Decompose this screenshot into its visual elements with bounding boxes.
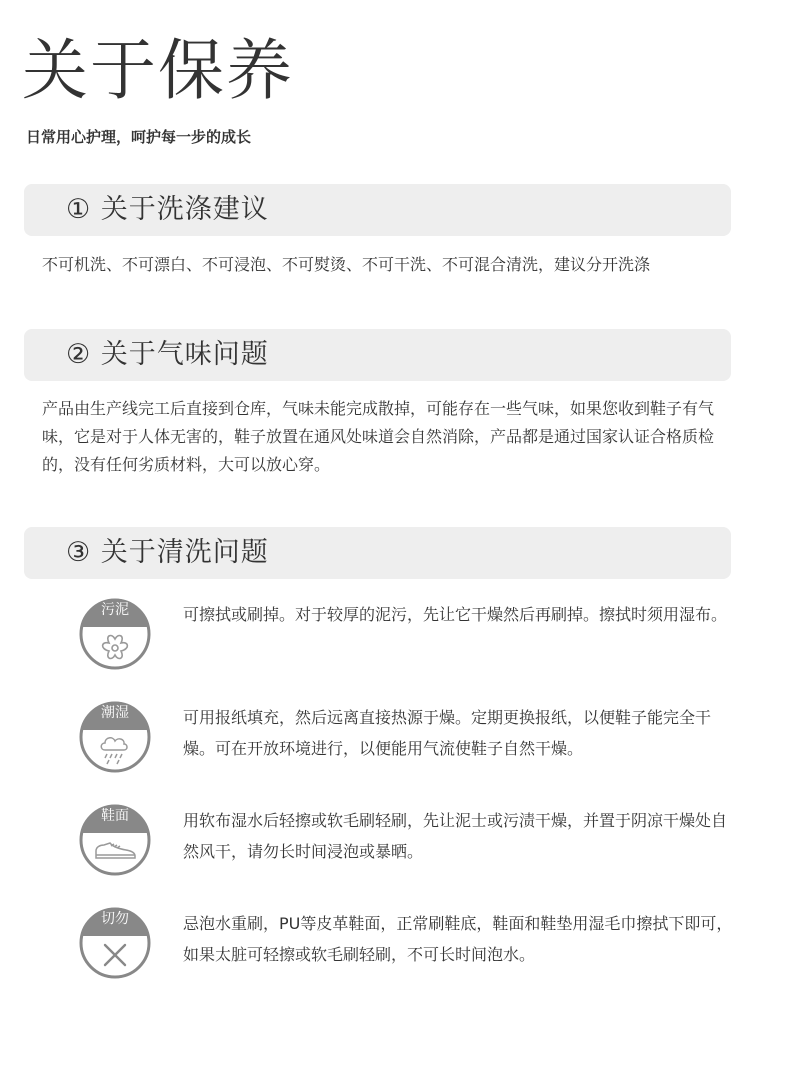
badge-upper: [78, 803, 152, 877]
page-subtitle: 日常用心护理，呵护每一步的成长: [26, 128, 252, 146]
section-cleaning-bar: [24, 527, 731, 579]
section-heading: ① 关于洗涤建议: [66, 194, 269, 225]
care-item-upper: [78, 803, 758, 883]
care-item-text: 忌泡水重刷，PU等皮革鞋面，正常刷鞋底，鞋面和鞋垫用湿毛巾擦拭下即可，如果太脏可轻擦或软毛刷轻刷，不可长时间泡水。: [183, 914, 733, 964]
section-heading: ② 关于气味问题: [66, 339, 269, 370]
badge-prohibited: [78, 906, 152, 980]
care-item-prohibited: [78, 906, 758, 986]
section-washing-text: 不可机洗、不可漂白、不可浸泡、不可熨烫、不可干洗、不可混合清洗，建议分开洗涤: [42, 255, 651, 274]
care-item-text: 用软布湿水后轻擦或软毛刷轻刷，先让泥士或污渍干燥，并置于阴凉干燥处自然风干，请勿长时间浸泡或暴晒。: [183, 811, 728, 861]
badge-label: 污泥: [101, 602, 129, 618]
badge-stain: [78, 597, 152, 671]
section-washing-bar: [24, 184, 731, 236]
care-item-text: 可擦拭或刷掉。对于较厚的泥污，先让它干燥然后再刷掉。擦拭时须用湿布。: [183, 605, 728, 624]
page-title: 关于保养: [22, 32, 294, 109]
care-item-moisture: [78, 700, 758, 780]
badge-moisture: [78, 700, 152, 774]
badge-label: 鞋面: [101, 808, 129, 824]
badge-label: 切勿: [101, 911, 129, 927]
section-heading: ③ 关于清洗问题: [66, 537, 269, 568]
care-item-text: 可用报纸填充，然后远离直接热源于燥。定期更换报纸，以便鞋子能完全干燥。可在开放环境进行，以便能用气流使鞋子自然干燥。: [183, 708, 712, 758]
section-odor-bar: [24, 329, 731, 381]
section-odor-text: 产品由生产线完工后直接到仓库，气味未能完成散掉，可能存在一些气味，如果您收到鞋子有气味，它是对于人体无害的，鞋子放置在通风处味道会自然消除，产品都是通过国家认证合格质检的，没有任何劣质材料，大可以放心穿。: [42, 399, 715, 474]
care-item-stain: [78, 597, 758, 677]
badge-label: 潮湿: [101, 705, 129, 721]
